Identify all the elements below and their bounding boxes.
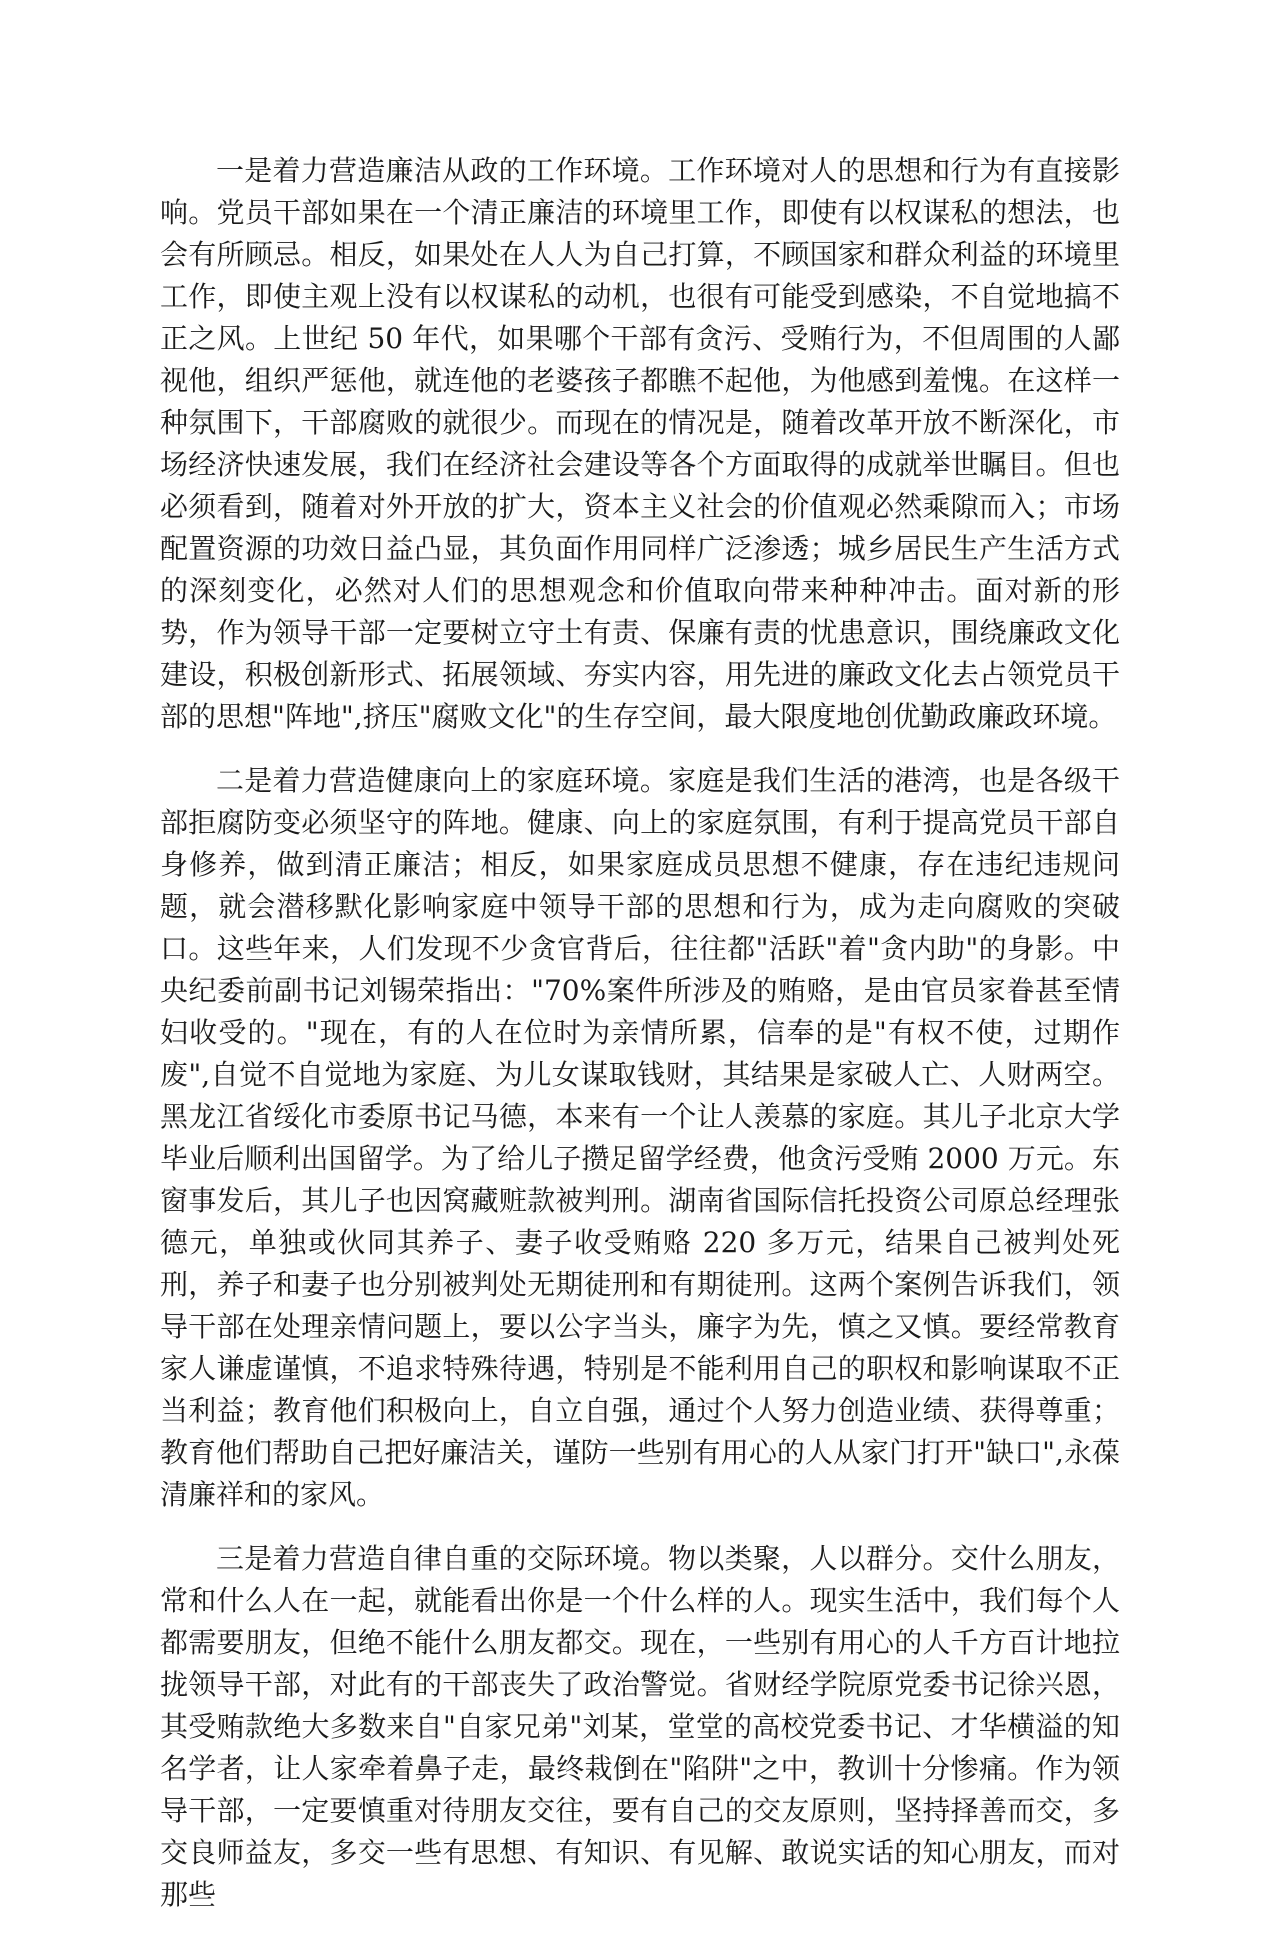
paragraph-family-environment: 二是着力营造健康向上的家庭环境。家庭是我们生活的港湾，也是各级干部拒腐防变必须坚守的阵地。健康、向上的家庭氛围，有利于提高党员干部自身修养，做到清正廉洁；相反，如果家庭成员思想不健康，存在违纪违规问题，就会潜移默化影响家庭中领导干部的思想和行为，成为走向腐败的突破口。这些年来，人们发现不少贪官背后，往往都"活跃"着"贪内助"的身影。中央纪委前副书记刘锡荣指出："70%案件所涉及的贿赂，是由官员家眷甚至情妇收受的。"现在，有的人在位时为亲情所累，信奉的是"有权不使，过期作废",自觉不自觉地为家庭、为儿女谋取钱财，其结果是家破人亡、人财两空。黑龙江省绥化市委原书记马德，本来有一个让人羡慕的家庭。其儿子北京大学毕业后顺利出国留学。为了给儿子攒足留学经费，他贪污受贿 2000 万元。东窗事发后，其儿子也因窝藏赃款被判刑。湖南省国际信托投资公司原总经理张德元，单独或伙同其养子、妻子收受贿赂 220 多万元，结果自己被判处死刑，养子和妻子也分别被判处无期徒刑和有期徒刑。这两个案例告诉我们，领导干部在处理亲情问题上，要以公字当头，廉字为先，慎之又慎。要经常教育家人谦虚谨慎，不追求特殊待遇，特别是不能利用自己的职权和影响谋取不正当利益；教育他们积极向上，自立自强，通过个人努力创造业绩、获得尊重；教育他们帮助自己把好廉洁关，谨防一些别有用心的人从家门打开"缺口",永葆清廉祥和的家风。 xyxy=(160,764,1120,1511)
paragraph-social-environment: 三是着力营造自律自重的交际环境。物以类聚，人以群分。交什么朋友，常和什么人在一起，就能看出你是一个什么样的人。现实生活中，我们每个人都需要朋友，但绝不能什么朋友都交。现在，一些别有用心的人千方百计地拉拢领导干部，对此有的干部丧失了政治警觉。省财经学院原党委书记徐兴恩，其受贿款绝大多数来自"自家兄弟"刘某，堂堂的高校党委书记、才华横溢的知名学者，让人家牵着鼻子走，最终栽倒在"陷阱"之中，教训十分惨痛。作为领导干部，一定要慎重对待朋友交往，要有自己的交友原则，坚持择善而交，多交良师益友，多交一些有思想、有知识、有见解、敢说实话的知心朋友，而对那些 xyxy=(160,1542,1120,1911)
paragraph-work-environment: 一是着力营造廉洁从政的工作环境。工作环境对人的思想和行为有直接影响。党员干部如果在一个清正廉洁的环境里工作，即使有以权谋私的想法，也会有所顾忌。相反，如果处在人人为自己打算，不顾国家和群众利益的环境里工作，即使主观上没有以权谋私的动机，也很有可能受到感染，不自觉地搞不正之风。上世纪 50 年代，如果哪个干部有贪污、受贿行为，不但周围的人鄙视他，组织严惩他，就连他的老婆孩子都瞧不起他，为他感到羞愧。在这样一种氛围下，干部腐败的就很少。而现在的情况是，随着改革开放不断深化，市场经济快速发展，我们在经济社会建设等各个方面取得的成就举世瞩目。但也必须看到，随着对外开放的扩大，资本主义社会的价值观必然乘隙而入；市场配置资源的功效日益凸显，其负面作用同样广泛渗透；城乡居民生产生活方式的深刻变化，必然对人们的思想观念和价值取向带来种种冲击。面对新的形势，作为领导干部一定要树立守土有责、保廉有责的忧患意识，围绕廉政文化建设，积极创新形式、拓展领域、夯实内容，用先进的廉政文化去占领党员干部的思想"阵地",挤压"腐败文化"的生存空间，最大限度地创优勤政廉政环境。 xyxy=(160,154,1120,733)
document-body xyxy=(160,150,1120,1938)
